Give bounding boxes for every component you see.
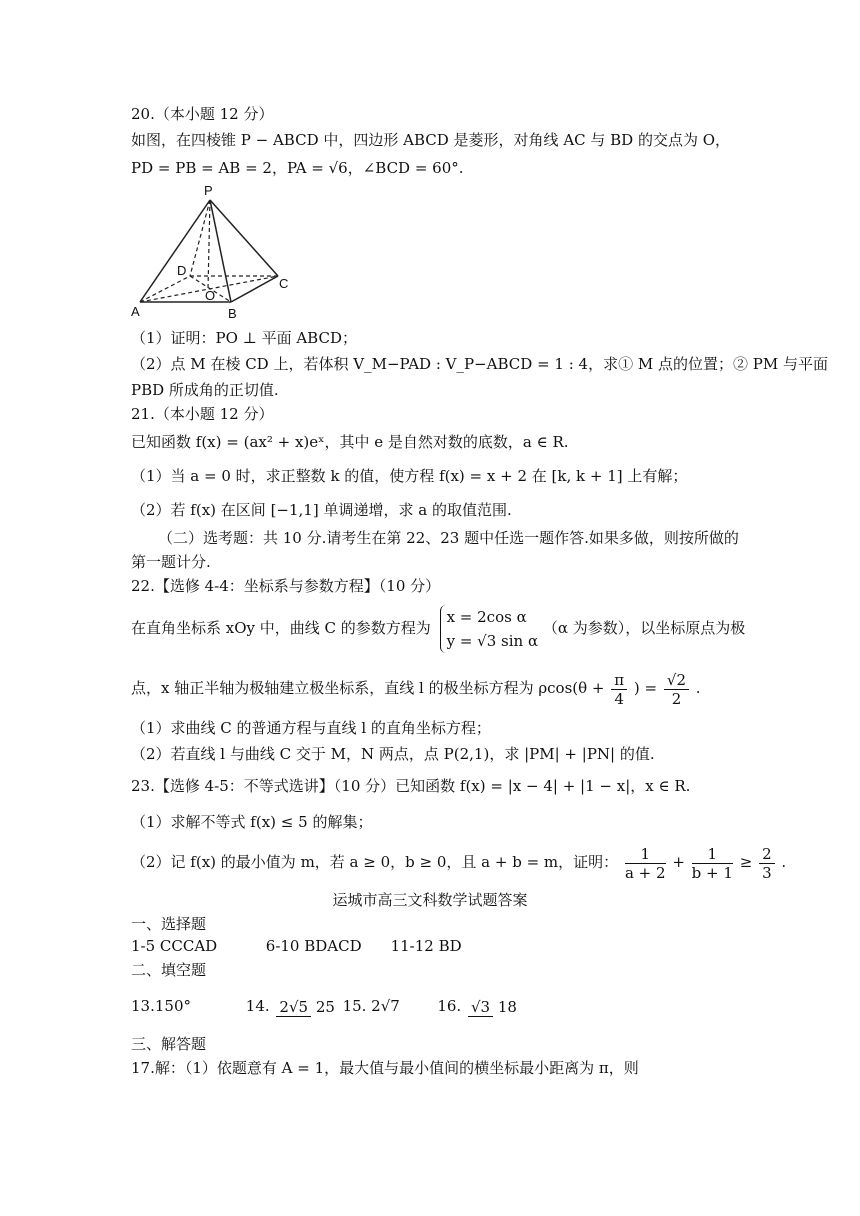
answers-choice-6-10: 6-10 BDACD [265,937,362,955]
q22-pi: π [611,671,627,690]
answers-section1: 一、选择题 [131,915,207,933]
answers-fill-14-num: 2√5 [276,998,311,1017]
q23-frac2 [692,845,733,882]
q22-stem2-b: ) = [633,679,658,697]
q22-sqrt2: √2 [664,671,689,690]
q22-stem-line1 [131,604,745,653]
answers-fill-15: 15. 2√7 [342,997,400,1015]
q22-part2: （2）若直线 l 与曲线 C 交于 M，N 两点，点 P(2,1)，求 |PM| + |PN| 的值. [131,745,655,763]
q22-eq-y: y = √3 sin α [446,632,539,650]
q22-four: 4 [614,689,624,708]
q22-eq-x: x = 2cos α [446,608,527,626]
q20-part1: （1）证明：PO ⊥ 平面 ABCD； [131,329,357,347]
label-O: O [205,288,216,303]
pyramid-figure [128,182,293,324]
q23-frac2-den: b + 1 [691,863,733,882]
answers-fill-14 [246,986,338,1027]
elective-line1: （二）选考题：共 10 分.请考生在第 22、23 题中任选一题作答.如果多做，则按所做的 [158,529,739,547]
q23-frac1-num: 1 [625,845,666,864]
answers-fill-16 [437,986,519,1027]
q21-part2: （2）若 f(x) 在区间 [−1,1] 单调递增，求 a 的取值范围. [131,501,512,519]
q23-part2 [131,842,786,882]
q20-part2-line2: PBD 所成角的正切值. [131,381,279,399]
q20-stem-line1: 如图，在四棱锥 P − ABCD 中，四边形 ABCD 是菱形，对角线 AC 与 BD 的交点为 O， [131,131,731,149]
answers-fill-14-frac [276,987,335,1027]
q23-frac1 [625,845,666,882]
answers-heading: 运城市高三文科数学试题答案 [332,891,528,909]
q20-stem-line2: PD = PB = AB = 2，PA = √6，∠BCD = 60°. [131,159,464,177]
q23-end: . [781,853,787,871]
q22-dot: . [695,679,701,697]
q22-stem2-a: 点，x 轴正半轴为极轴建立极坐标系，直线 l 的极坐标方程为 ρcos(θ + [131,679,605,697]
answers-fill-14-den: 25 [315,998,335,1016]
answers-choice-row [131,936,462,956]
q20-title: 20.（本小题 12 分） [131,105,274,123]
answers-fill-13: 13.150° [131,997,191,1015]
q22-stem-b: （α 为参数），以坐标原点为极 [542,619,746,637]
q23-frac3-den: 3 [762,863,772,882]
q23-frac1-den: a + 2 [624,863,666,882]
label-B: B [228,306,237,321]
q22-title: 22.【选修 4-4：坐标系与参数方程】（10 分） [131,577,441,595]
q23-frac3 [759,845,775,882]
label-P: P [204,183,213,198]
q22-param-equations [440,605,539,653]
q23-plus: + [672,853,685,871]
answers-fill-16-frac [468,987,517,1027]
q23-geq: ≥ [739,853,753,871]
q22-stem-line2 [131,668,701,708]
q21-title: 21.（本小题 12 分） [131,405,274,423]
q23-frac3-num: 2 [759,845,775,864]
q21-stem: 已知函数 f(x) = (ax² + x)eˣ，其中 e 是自然对数的底数，a ∈ R. [131,433,569,451]
q22-two: 2 [671,689,682,708]
label-C: C [279,276,289,291]
q23-part2-text: （2）记 f(x) 的最小值为 m，若 a ≥ 0，b ≥ 0，且 a + b = m，证明： [131,853,619,871]
answers-choice-11-12: 11-12 BD [390,937,462,955]
q23-title: 23.【选修 4-5：不等式选讲】（10 分）已知函数 f(x) = |x − 4| + |1 − x|，x ∈ R. [131,777,691,795]
label-A: A [131,304,140,319]
answers-fill-16-num: √3 [468,998,493,1017]
answers-section3: 三、解答题 [131,1035,207,1053]
answers-choice-1-5: 1-5 CCCAD [131,937,218,955]
q22-part1: （1）求曲线 C 的普通方程与直线 l 的直角坐标方程； [131,719,491,737]
q23-part1: （1）求解不等式 f(x) ≤ 5 的解集； [131,813,373,831]
answers-q17: 17.解：（1）依题意有 A = 1，最大值与最小值间的横坐标最小距离为 π，则 [131,1059,639,1077]
q21-part1: （1）当 a = 0 时，求正整数 k 的值，使方程 f(x) = x + 2 在 [k, k + 1] 上有解； [131,467,688,485]
elective-line2: 第一题计分. [131,553,211,571]
label-D: D [177,263,187,278]
q22-stem-a: 在直角坐标系 xOy 中，曲线 C 的参数方程为 [131,619,431,637]
q22-sqrt2-over-2 [664,671,689,708]
answers-fill-16-den: 18 [497,998,517,1016]
answers-fill-16-label: 16. [437,997,462,1015]
q23-frac2-num: 1 [692,845,733,864]
answers-fill-row [131,986,519,1027]
answers-fill-14-label: 14. [245,997,270,1015]
answers-section2: 二、填空题 [131,961,207,979]
q20-part2-line1: （2）点 M 在棱 CD 上，若体积 V_M−PAD : V_P−ABCD = 1 : 4，求① M 点的位置；② PM 与平面 [131,355,828,373]
q22-pi-over-4 [611,671,627,708]
